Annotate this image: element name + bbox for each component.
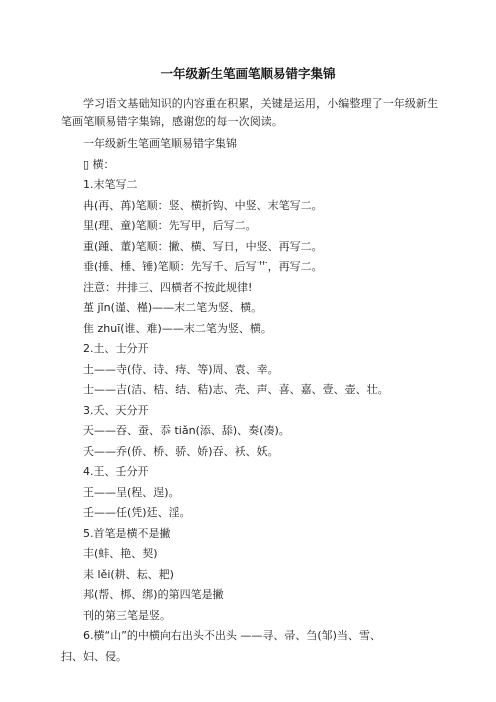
text-line: 天——吞、蚕、忝 tiǎn(添、舔)、奏(凑)。 bbox=[83, 424, 290, 437]
text-line: 4.王、壬分开 bbox=[83, 465, 149, 478]
text-line: 丰(蚌、艳、契) bbox=[83, 547, 158, 560]
text-line: 士——吉(洁、桔、结、秸)志、壳、声、喜、嘉、壹、壶、壮。 bbox=[83, 383, 389, 396]
text-line: 壬——任(凭)廷、淫。 bbox=[83, 506, 191, 519]
intro-paragraph: 学习语文基础知识的内容重在积累，关键是运用，小编整理了一年级新生笔画笔顺易错字集锦，感谢您的每一次阅读。 bbox=[61, 97, 439, 128]
text-line: 5.首笔是横不是撇 bbox=[83, 527, 171, 540]
text-line: 重(踵、董)笔顺：撇、横、写日，中竖、再写二。 bbox=[83, 240, 323, 253]
text-line: 耒 lěi(耕、耘、耙) bbox=[83, 568, 174, 581]
text-line: 一年级新生笔画笔顺易错字集锦 bbox=[83, 137, 237, 150]
last-item-line-1: 6.横“山”的中横向右出头不出头 ——寻、帚、刍(邹)当、雪、 bbox=[83, 629, 381, 642]
text-line: 夭——乔(侨、桥、骄、娇)吞、袄、妖。 bbox=[83, 445, 279, 458]
text-line: 土——寺(侍、诗、痔、等)周、袁、幸。 bbox=[83, 363, 279, 376]
text-line: 注意：井排三、四横者不按此规律! bbox=[83, 281, 253, 294]
text-line: 里(理、童)笔顺：先写甲，后写二。 bbox=[83, 219, 257, 232]
last-item-line-2: 扫、妇、侵。 bbox=[61, 650, 127, 663]
text-line: 冉(再、苒)笔顺：竖、横折钩、中竖、末笔写二。 bbox=[83, 199, 323, 212]
text-line: 垂(捶、棰、锤)笔顺：先写千、后写艹，再写二。 bbox=[83, 260, 323, 273]
text-line: 2.土、士分开 bbox=[83, 342, 149, 355]
text-line: 隹 zhuī(谁、难)——末二笔为竖、横。 bbox=[83, 322, 272, 335]
document-title: 一年级新生笔画笔顺易错字集锦 bbox=[160, 66, 336, 81]
text-line: 王——呈(程、逞)。 bbox=[83, 486, 180, 499]
text-line: 刊的第三笔是竖。 bbox=[83, 609, 171, 622]
text-line: ▯ 横： bbox=[83, 158, 115, 171]
text-line: 堇 jǐn(谨、槿)——末二笔为竖、横。 bbox=[83, 301, 263, 314]
text-line: 邦(帮、梆、绑)的第四笔是撇 bbox=[83, 588, 224, 601]
text-line: 3.夭、天分开 bbox=[83, 404, 149, 417]
text-line: 1.末笔写二 bbox=[83, 178, 138, 191]
